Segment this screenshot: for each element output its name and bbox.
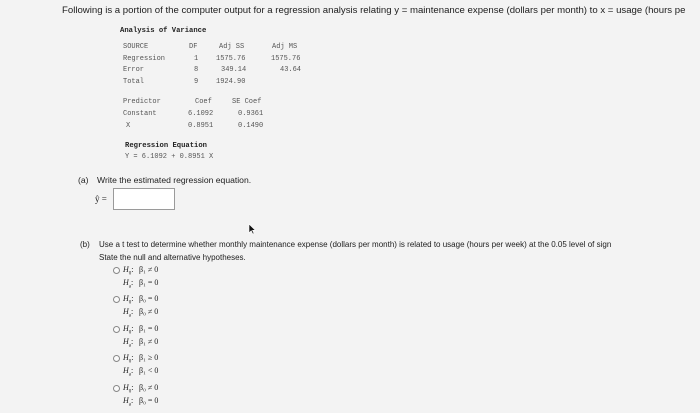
anova-cell-ms-regression: 1575.76 bbox=[271, 55, 301, 63]
anova-cell-source-error: Error bbox=[123, 66, 145, 74]
option-2-h0-label: $H_0$: bbox=[123, 294, 134, 306]
option-1-h0: β₁ ≠ 0 bbox=[139, 265, 159, 274]
hypothesis-option-5-radio[interactable] bbox=[113, 385, 120, 392]
option-4-ha: β₁ < 0 bbox=[139, 366, 159, 375]
coef-cell-predictor-x: X bbox=[126, 122, 131, 130]
regression-equation-answer-input[interactable] bbox=[113, 188, 175, 210]
anova-cell-df-regression: 1 bbox=[194, 55, 199, 63]
option-5-h0: β₀ ≠ 0 bbox=[139, 383, 159, 392]
coef-cell-coef-constant: 6.1092 bbox=[188, 110, 214, 118]
anova-header-adj-ss: Adj SS bbox=[219, 43, 245, 51]
anova-title: Analysis of Variance bbox=[120, 27, 207, 35]
coef-cell-predictor-constant: Constant bbox=[123, 110, 157, 118]
option-3-ha: β₁ ≠ 0 bbox=[139, 337, 159, 346]
option-1-h0-label: $H_0$: bbox=[123, 265, 134, 277]
option-1-ha: β₁ = 0 bbox=[139, 278, 159, 287]
regression-equation-title: Regression Equation bbox=[125, 142, 207, 150]
regression-equation-text: Y = 6.1092 + 0.8951 X bbox=[125, 153, 214, 161]
anova-header-df: DF bbox=[189, 43, 198, 51]
anova-header-adj-ms: Adj MS bbox=[272, 43, 298, 51]
option-4-h0-label: $H_0$: bbox=[123, 353, 134, 365]
coef-cell-se-constant: 0.9361 bbox=[238, 110, 264, 118]
option-3-ha-label: $H_a$: bbox=[123, 337, 134, 349]
y-hat-label: ŷ = bbox=[95, 194, 107, 204]
hypothesis-option-4-radio[interactable] bbox=[113, 355, 120, 362]
anova-cell-ss-regression: 1575.76 bbox=[216, 55, 246, 63]
anova-cell-ss-total: 1924.90 bbox=[216, 78, 246, 86]
hypothesis-option-3-radio[interactable] bbox=[113, 326, 120, 333]
option-5-ha: β₀ = 0 bbox=[139, 396, 159, 405]
option-3-h0-label: $H_0$: bbox=[123, 324, 134, 336]
anova-cell-ss-error: 349.14 bbox=[221, 66, 247, 74]
option-3-h0: β₁ = 0 bbox=[139, 324, 159, 333]
option-1-ha-label: $H_a$: bbox=[123, 278, 134, 290]
anova-header-source: SOURCE bbox=[123, 43, 149, 51]
part-b-label: (b) bbox=[80, 240, 90, 249]
anova-cell-df-total: 9 bbox=[194, 78, 199, 86]
anova-cell-source-total: Total bbox=[123, 78, 145, 86]
mouse-cursor-icon bbox=[248, 223, 256, 235]
hypotheses-instruction: State the null and alternative hypotheses. bbox=[99, 253, 246, 262]
anova-cell-source-regression: Regression bbox=[123, 55, 166, 63]
option-5-ha-label: $H_a$: bbox=[123, 396, 134, 408]
coef-cell-coef-x: 0.8951 bbox=[188, 122, 214, 130]
part-a-label: (a) bbox=[78, 175, 89, 185]
anova-cell-df-error: 8 bbox=[194, 66, 199, 74]
part-b-question: Use a t test to determine whether monthly maintenance expense (dollars per month) is related to usage (hours per week) at the 0.05 level of sign bbox=[99, 240, 612, 249]
hypothesis-option-1-radio[interactable] bbox=[113, 267, 120, 274]
option-2-h0: β₀ = 0 bbox=[139, 294, 159, 303]
option-5-h0-label: $H_0$: bbox=[123, 383, 134, 395]
option-4-h0: β₁ ≥ 0 bbox=[139, 353, 159, 362]
coef-header-coef: Coef bbox=[195, 98, 212, 106]
option-2-ha: β₀ ≠ 0 bbox=[139, 307, 159, 316]
anova-cell-ms-error: 43.64 bbox=[280, 66, 302, 74]
hypothesis-option-2-radio[interactable] bbox=[113, 296, 120, 303]
problem-intro-text: Following is a portion of the computer output for a regression analysis relating y = maintenance expense (dollars per month) to x = usage (hours pe bbox=[62, 5, 686, 16]
option-2-ha-label: $H_a$: bbox=[123, 307, 134, 319]
coef-cell-se-x: 0.1490 bbox=[238, 122, 264, 130]
part-a-question: Write the estimated regression equation. bbox=[97, 175, 252, 185]
option-4-ha-label: $H_a$: bbox=[123, 366, 134, 378]
coef-header-predictor: Predictor bbox=[123, 98, 161, 106]
coef-header-se-coef: SE Coef bbox=[232, 98, 262, 106]
